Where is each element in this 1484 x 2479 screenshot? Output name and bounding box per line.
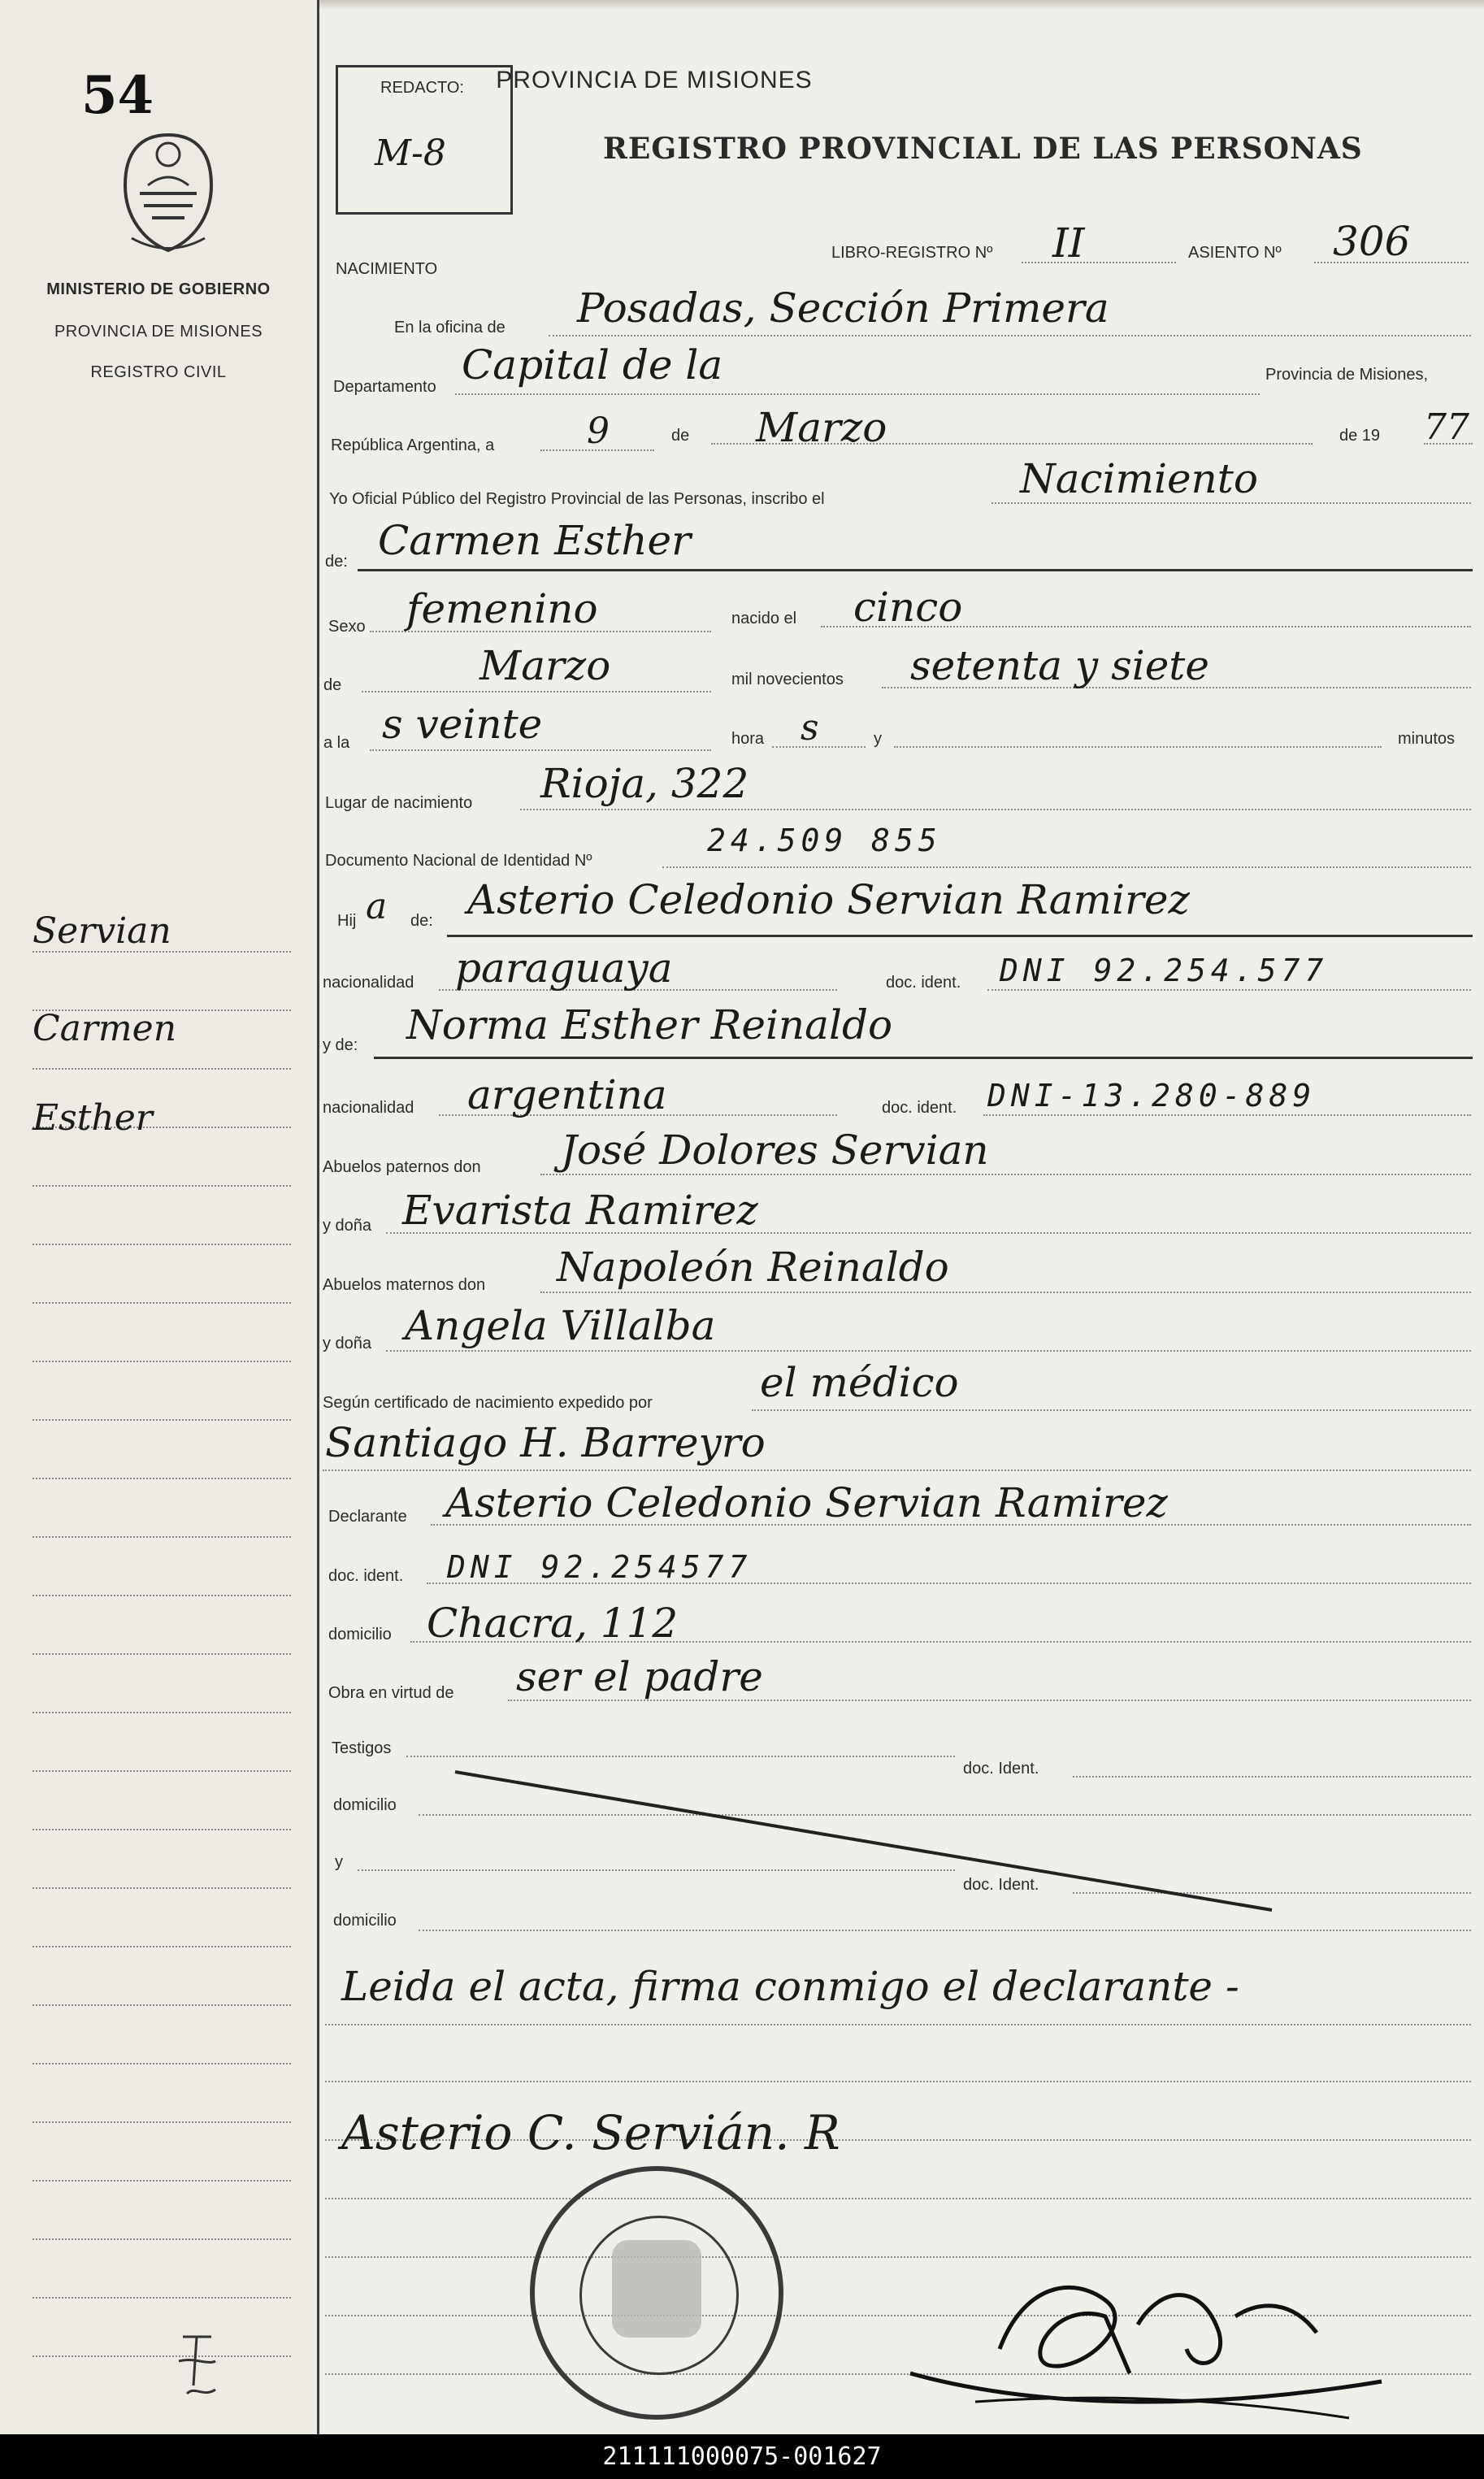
mes-value: Marzo xyxy=(756,404,887,451)
redacto-label: REDACTO: xyxy=(380,79,464,97)
abm-label: Abuelos maternos don xyxy=(323,1276,486,1294)
registry-title: REGISTRO PROVINCIAL DE LAS PERSONAS xyxy=(603,132,1363,166)
madre-value: Norma Esther Reinaldo xyxy=(406,1001,893,1048)
testigo1-doc-label: doc. Ident. xyxy=(963,1760,1039,1778)
left-ruled-line xyxy=(33,2297,291,2299)
left-ruled-line xyxy=(33,2180,291,2182)
obra-label: Obra en virtud de xyxy=(328,1684,454,1702)
left-ruled-line xyxy=(33,1595,291,1596)
padre-nac-value: paraguaya xyxy=(455,944,673,992)
left-ruled-line xyxy=(33,2004,291,2006)
libro-label: LIBRO-REGISTRO Nº xyxy=(831,244,993,262)
abp-dona-value: Evarista Ramirez xyxy=(402,1187,758,1234)
left-ruled-line xyxy=(33,1887,291,1889)
leida-text: Leida el acta, firma conmigo el declarante - xyxy=(341,1963,1239,2010)
cert-value: el médico xyxy=(760,1359,959,1406)
madre-doc-label: doc. ident. xyxy=(882,1099,957,1117)
testigo2-y-label: y xyxy=(335,1853,343,1871)
nacido-dia-value: cinco xyxy=(853,584,963,631)
provincia-label: Provincia de Misiones, xyxy=(1265,366,1429,384)
dni-value: 24.509 855 xyxy=(707,823,942,858)
left-ruled-line xyxy=(33,1068,291,1070)
dia-value: 9 xyxy=(587,410,610,452)
left-province-label: PROVINCIA DE MISIONES xyxy=(54,323,263,341)
left-ruled-line xyxy=(33,1361,291,1362)
right-ruled-line xyxy=(325,2198,1471,2199)
horas-label: hora xyxy=(731,730,765,748)
sexo-label: Sexo xyxy=(328,618,366,636)
left-ruled-line xyxy=(33,1478,291,1479)
declarante-signature: Asterio C. Servián. R xyxy=(341,2105,840,2160)
sexo-value: femenino xyxy=(406,585,598,632)
hij-de-label: de: xyxy=(410,912,433,930)
domicilio-value: Chacra, 112 xyxy=(427,1600,679,1647)
abm-dona-value: Angela Villalba xyxy=(405,1302,716,1349)
republica-label: República Argentina, a xyxy=(331,436,495,454)
testigos-label: Testigos xyxy=(332,1739,392,1757)
left-ruled-line xyxy=(33,2121,291,2123)
ydona1-label: y doña xyxy=(323,1217,372,1235)
de-label: de xyxy=(671,427,690,445)
nacido-de-label: de xyxy=(323,676,342,694)
left-ruled-line xyxy=(33,1770,291,1772)
declarante-value: Asterio Celedonio Servian Ramirez xyxy=(445,1479,1168,1526)
left-ruled-line xyxy=(33,1419,291,1421)
padre-value: Asterio Celedonio Servian Ramirez xyxy=(467,876,1190,923)
header-province: PROVINCIA DE MISIONES xyxy=(496,67,813,93)
padre-doc-label: doc. ident. xyxy=(886,974,961,992)
section-label: NACIMIENTO xyxy=(336,260,438,278)
y-label: y xyxy=(874,730,882,748)
left-ruled-line xyxy=(33,1712,291,1713)
oficina-label: En la oficina de xyxy=(394,319,506,336)
domicilio-label: domicilio xyxy=(328,1626,392,1643)
lugar-value: Rioja, 322 xyxy=(540,760,749,807)
minutos-label: minutos xyxy=(1398,730,1456,748)
nacido-mes-value: Marzo xyxy=(479,642,611,689)
cert-label: Según certificado de nacimiento expedido por xyxy=(323,1394,653,1412)
cert-value-2: Santiago H. Barreyro xyxy=(325,1419,766,1466)
right-ruled-line xyxy=(325,2081,1471,2082)
cancel-stroke xyxy=(451,1764,1280,1918)
libro-value: II xyxy=(1052,219,1085,267)
left-ruled-line xyxy=(33,1653,291,1655)
registry-label: REGISTRO CIVIL xyxy=(90,363,227,381)
abp-label: Abuelos paternos don xyxy=(323,1158,481,1176)
seal-emblem-icon xyxy=(612,2240,701,2338)
nombre-label: de: xyxy=(325,553,348,571)
madre-nac-label: nacionalidad xyxy=(323,1099,414,1117)
provincial-crest-icon xyxy=(107,128,229,258)
anio-label: de 19 xyxy=(1339,427,1381,445)
declarante-label: Declarante xyxy=(328,1508,407,1526)
redacto-value: M-8 xyxy=(375,132,446,174)
horas-suffix: s xyxy=(801,707,819,749)
official-seal-stamp xyxy=(530,2166,783,2420)
departamento-label: Departamento xyxy=(333,378,436,396)
abp-don-value: José Dolores Servian xyxy=(561,1127,989,1174)
left-ruled-line xyxy=(33,1829,291,1830)
official-signature xyxy=(894,2251,1398,2430)
ydona2-label: y doña xyxy=(323,1335,372,1352)
left-ruled-line xyxy=(33,1946,291,1947)
testigo2-domicilio-label: domicilio xyxy=(333,1912,397,1930)
lugar-label: Lugar de nacimiento xyxy=(325,794,473,812)
nacido-anio-value: setenta y siete xyxy=(910,642,1209,689)
abm-don-value: Napoleón Reinaldo xyxy=(557,1244,949,1291)
testigo2-doc-label: doc. Ident. xyxy=(963,1876,1039,1894)
inscribo-value: Nacimiento xyxy=(1020,455,1258,502)
left-ruled-line xyxy=(33,1244,291,1245)
margin-middlename: Esther xyxy=(33,1097,153,1139)
image-footer-id: 211111000075-001627 xyxy=(0,2434,1484,2479)
hij-suffix: a xyxy=(366,886,388,927)
ministry-label: MINISTERIO DE GOBIERNO xyxy=(46,280,271,298)
asiento-value: 306 xyxy=(1333,218,1411,265)
obra-value: ser el padre xyxy=(516,1653,763,1700)
madre-nac-value: argentina xyxy=(467,1071,667,1118)
left-ruled-line xyxy=(33,1185,291,1187)
declarante-doc-label: doc. ident. xyxy=(328,1567,404,1585)
anio-value: 77 xyxy=(1424,406,1469,448)
margin-mark-icon xyxy=(171,2329,228,2402)
asiento-label: ASIENTO Nº xyxy=(1188,244,1282,262)
left-ruled-line xyxy=(33,2238,291,2240)
left-ruled-line xyxy=(33,2355,291,2357)
ala-label: a la xyxy=(323,734,350,752)
madre-doc-value: DNI-13.280-889 xyxy=(987,1078,1317,1114)
declarante-doc-value: DNI 92.254577 xyxy=(447,1549,753,1585)
page-number: 54 xyxy=(81,65,154,126)
left-ruled-line xyxy=(33,1302,291,1304)
nombre-value: Carmen Esther xyxy=(378,517,692,564)
margin-surname: Servian xyxy=(33,910,171,952)
margin-firstname: Carmen xyxy=(33,1008,177,1049)
oficina-value: Posadas, Sección Primera xyxy=(577,284,1109,332)
departamento-value: Capital de la xyxy=(462,341,723,389)
hora-value: s veinte xyxy=(382,701,543,748)
padre-doc-value: DNI 92.254.577 xyxy=(1000,953,1329,988)
dni-label: Documento Nacional de Identidad Nº xyxy=(325,852,592,870)
inscribo-label: Yo Oficial Público del Registro Provincial de las Personas, inscribo el xyxy=(329,490,825,508)
mil-label: mil novecientos xyxy=(731,671,844,688)
nacido-label: nacido el xyxy=(731,610,797,627)
left-ruled-line xyxy=(33,2063,291,2064)
padre-nac-label: nacionalidad xyxy=(323,974,414,992)
left-ruled-line xyxy=(33,1536,291,1538)
hij-label: Hij xyxy=(337,912,357,930)
madre-label: y de: xyxy=(323,1036,358,1054)
testigo1-domicilio-label: domicilio xyxy=(333,1796,397,1814)
